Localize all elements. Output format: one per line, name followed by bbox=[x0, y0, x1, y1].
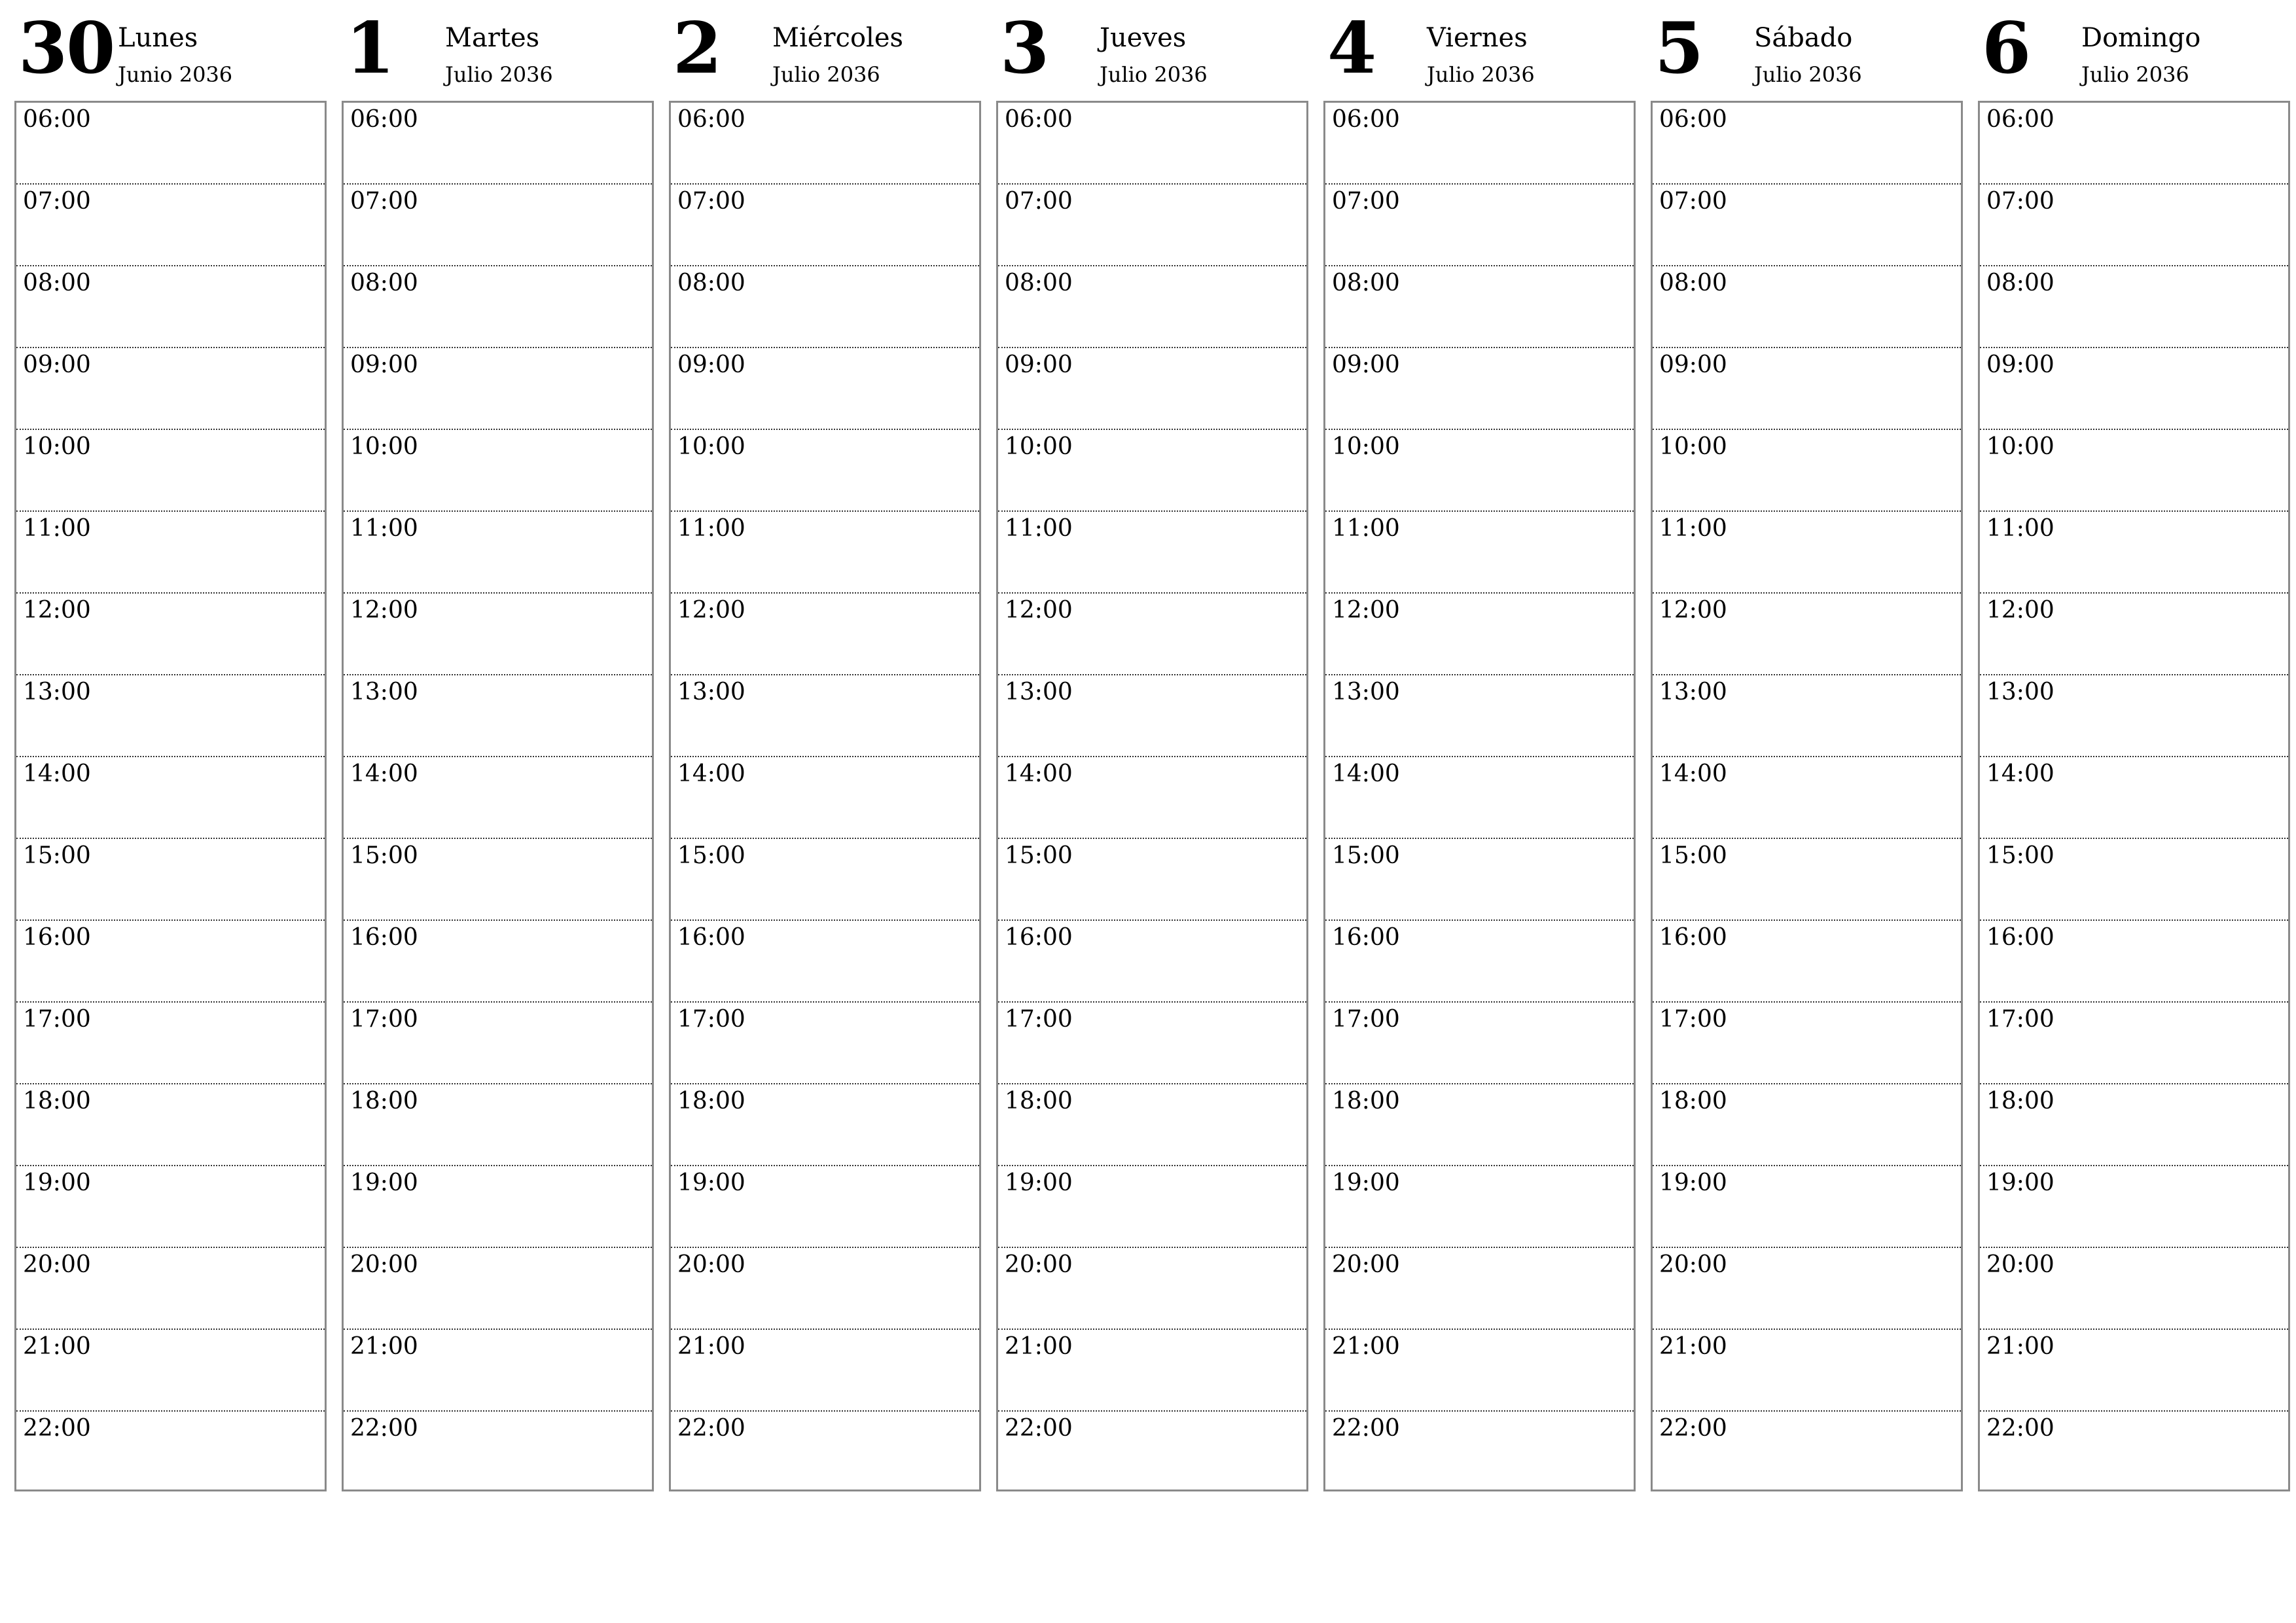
hour-slot[interactable] bbox=[998, 1166, 1306, 1248]
hour-label: 09:00 bbox=[350, 351, 418, 378]
day-month-year: Julio 2036 bbox=[445, 62, 553, 87]
day-column bbox=[1651, 0, 1963, 1491]
hour-label: 18:00 bbox=[1005, 1088, 1073, 1115]
hour-slot[interactable] bbox=[344, 1330, 652, 1412]
hour-slot[interactable] bbox=[344, 430, 652, 512]
hour-label: 15:00 bbox=[677, 842, 745, 869]
hour-label: 21:00 bbox=[1005, 1333, 1073, 1360]
hour-slot[interactable] bbox=[1980, 1248, 2288, 1330]
hour-slot[interactable] bbox=[16, 512, 325, 594]
hour-label: 22:00 bbox=[677, 1415, 745, 1442]
day-column bbox=[342, 0, 654, 1491]
day-number: 5 bbox=[1655, 7, 1703, 90]
day-name: Martes bbox=[445, 23, 540, 53]
hour-label: 16:00 bbox=[1332, 924, 1400, 951]
hour-label: 20:00 bbox=[23, 1251, 91, 1278]
day-name: Sábado bbox=[1754, 23, 1853, 53]
hour-slot[interactable] bbox=[671, 1248, 979, 1330]
hour-slot[interactable] bbox=[16, 430, 325, 512]
hour-label: 08:00 bbox=[677, 270, 745, 296]
hour-label: 15:00 bbox=[350, 842, 418, 869]
hour-label: 19:00 bbox=[23, 1169, 91, 1196]
hour-slot[interactable] bbox=[344, 1084, 652, 1166]
hour-slot[interactable] bbox=[1980, 348, 2288, 430]
day-name: Lunes bbox=[118, 23, 198, 53]
day-name: Miércoles bbox=[772, 23, 904, 53]
hour-slot[interactable] bbox=[344, 266, 652, 348]
hour-label: 17:00 bbox=[1332, 1006, 1400, 1033]
hour-slot[interactable] bbox=[671, 512, 979, 594]
hour-slot[interactable] bbox=[1653, 1084, 1961, 1166]
hour-label: 20:00 bbox=[1005, 1251, 1073, 1278]
hour-slot[interactable] bbox=[1653, 185, 1961, 266]
hour-slot[interactable] bbox=[998, 594, 1306, 675]
hour-label: 13:00 bbox=[1659, 679, 1727, 705]
hour-slot[interactable] bbox=[998, 757, 1306, 839]
hour-slot[interactable] bbox=[1980, 1330, 2288, 1412]
hour-slot[interactable] bbox=[1980, 757, 2288, 839]
hour-label: 21:00 bbox=[23, 1333, 91, 1360]
hour-label: 13:00 bbox=[1332, 679, 1400, 705]
hour-label: 16:00 bbox=[677, 924, 745, 951]
hour-slot[interactable] bbox=[1653, 430, 1961, 512]
day-name: Jueves bbox=[1100, 23, 1187, 53]
day-month-year: Julio 2036 bbox=[1427, 62, 1535, 87]
hour-label: 18:00 bbox=[350, 1088, 418, 1115]
hour-slot[interactable] bbox=[344, 839, 652, 921]
day-number: 30 bbox=[18, 7, 115, 90]
hour-label: 07:00 bbox=[1986, 188, 2054, 215]
hour-slot[interactable] bbox=[998, 430, 1306, 512]
hour-label: 13:00 bbox=[350, 679, 418, 705]
hour-slot[interactable] bbox=[1325, 1003, 1634, 1084]
hour-slot[interactable] bbox=[671, 675, 979, 757]
day-header bbox=[14, 0, 327, 101]
hour-label: 21:00 bbox=[1332, 1333, 1400, 1360]
day-month-year: Julio 2036 bbox=[1754, 62, 1862, 87]
hour-slot[interactable] bbox=[998, 185, 1306, 266]
day-number: 3 bbox=[1000, 7, 1049, 90]
hour-label: 07:00 bbox=[1332, 188, 1400, 215]
hour-slot[interactable] bbox=[1325, 1330, 1634, 1412]
hour-slot[interactable] bbox=[998, 1412, 1306, 1489]
hour-slot[interactable] bbox=[344, 1248, 652, 1330]
hour-label: 08:00 bbox=[1986, 270, 2054, 296]
hour-label: 17:00 bbox=[1986, 1006, 2054, 1033]
hour-label: 08:00 bbox=[1005, 270, 1073, 296]
hour-label: 06:00 bbox=[1986, 106, 2054, 133]
hour-slot[interactable] bbox=[344, 103, 652, 185]
hour-label: 12:00 bbox=[1659, 597, 1727, 624]
hour-label: 19:00 bbox=[1986, 1169, 2054, 1196]
hour-slot[interactable] bbox=[671, 594, 979, 675]
hour-slot[interactable] bbox=[1980, 185, 2288, 266]
hour-label: 22:00 bbox=[23, 1415, 91, 1442]
hour-label: 20:00 bbox=[1332, 1251, 1400, 1278]
hour-slot[interactable] bbox=[16, 921, 325, 1003]
hour-slot[interactable] bbox=[671, 348, 979, 430]
day-number: 4 bbox=[1327, 7, 1376, 90]
hour-label: 20:00 bbox=[350, 1251, 418, 1278]
hour-slot[interactable] bbox=[1325, 1248, 1634, 1330]
hour-slot[interactable] bbox=[1980, 103, 2288, 185]
hour-slot[interactable] bbox=[998, 1003, 1306, 1084]
hour-slot[interactable] bbox=[16, 675, 325, 757]
day-header bbox=[342, 0, 654, 101]
hour-label: 09:00 bbox=[1659, 351, 1727, 378]
hour-label: 08:00 bbox=[23, 270, 91, 296]
hour-slot[interactable] bbox=[344, 512, 652, 594]
hour-label: 06:00 bbox=[1332, 106, 1400, 133]
day-number: 6 bbox=[1982, 7, 2030, 90]
hour-label: 09:00 bbox=[677, 351, 745, 378]
day-header bbox=[1651, 0, 1963, 101]
hours-box bbox=[14, 101, 327, 1491]
hour-slot[interactable] bbox=[16, 1084, 325, 1166]
hour-label: 12:00 bbox=[1332, 597, 1400, 624]
hour-slot[interactable] bbox=[671, 1084, 979, 1166]
hour-slot[interactable] bbox=[1325, 757, 1634, 839]
hour-label: 14:00 bbox=[1986, 760, 2054, 787]
hour-slot[interactable] bbox=[998, 512, 1306, 594]
hour-slot[interactable] bbox=[1653, 103, 1961, 185]
hour-label: 11:00 bbox=[677, 515, 745, 542]
hour-label: 09:00 bbox=[1986, 351, 2054, 378]
hour-label: 07:00 bbox=[677, 188, 745, 215]
hour-label: 16:00 bbox=[1986, 924, 2054, 951]
hour-slot[interactable] bbox=[1325, 1084, 1634, 1166]
hour-slot[interactable] bbox=[1325, 430, 1634, 512]
hour-slot[interactable] bbox=[1325, 348, 1634, 430]
hour-label: 18:00 bbox=[1332, 1088, 1400, 1115]
hour-slot[interactable] bbox=[1325, 1412, 1634, 1489]
hour-label: 13:00 bbox=[23, 679, 91, 705]
hour-slot[interactable] bbox=[1980, 1412, 2288, 1489]
hour-label: 06:00 bbox=[350, 106, 418, 133]
hour-label: 21:00 bbox=[677, 1333, 745, 1360]
hour-slot[interactable] bbox=[1980, 594, 2288, 675]
day-header bbox=[669, 0, 981, 101]
hours-box bbox=[996, 101, 1308, 1491]
hour-slot[interactable] bbox=[344, 1166, 652, 1248]
hour-label: 22:00 bbox=[1986, 1415, 2054, 1442]
hour-label: 07:00 bbox=[350, 188, 418, 215]
hour-label: 17:00 bbox=[1659, 1006, 1727, 1033]
hour-slot[interactable] bbox=[671, 185, 979, 266]
hour-label: 11:00 bbox=[1005, 515, 1073, 542]
hour-slot[interactable] bbox=[998, 839, 1306, 921]
hour-label: 06:00 bbox=[1005, 106, 1073, 133]
hour-slot[interactable] bbox=[1325, 512, 1634, 594]
hour-label: 12:00 bbox=[350, 597, 418, 624]
hour-label: 20:00 bbox=[1986, 1251, 2054, 1278]
hour-label: 14:00 bbox=[1332, 760, 1400, 787]
hours-box bbox=[1978, 101, 2290, 1491]
hour-slot[interactable] bbox=[1653, 1330, 1961, 1412]
hour-label: 07:00 bbox=[23, 188, 91, 215]
hour-label: 19:00 bbox=[350, 1169, 418, 1196]
hour-slot[interactable] bbox=[344, 675, 652, 757]
hour-label: 10:00 bbox=[1005, 433, 1073, 460]
hour-slot[interactable] bbox=[16, 266, 325, 348]
hour-slot[interactable] bbox=[1325, 594, 1634, 675]
hour-label: 17:00 bbox=[1005, 1006, 1073, 1033]
hour-label: 08:00 bbox=[1659, 270, 1727, 296]
hour-label: 19:00 bbox=[1659, 1169, 1727, 1196]
hour-slot[interactable] bbox=[998, 266, 1306, 348]
hour-label: 18:00 bbox=[677, 1088, 745, 1115]
hour-label: 09:00 bbox=[23, 351, 91, 378]
hour-label: 13:00 bbox=[677, 679, 745, 705]
hour-label: 18:00 bbox=[23, 1088, 91, 1115]
day-column bbox=[996, 0, 1308, 1491]
hour-label: 11:00 bbox=[1659, 515, 1727, 542]
hour-label: 08:00 bbox=[1332, 270, 1400, 296]
hour-label: 11:00 bbox=[23, 515, 91, 542]
hour-label: 21:00 bbox=[1659, 1333, 1727, 1360]
hour-label: 13:00 bbox=[1005, 679, 1073, 705]
hour-slot[interactable] bbox=[1325, 266, 1634, 348]
hour-label: 15:00 bbox=[23, 842, 91, 869]
hour-slot[interactable] bbox=[998, 348, 1306, 430]
hour-slot[interactable] bbox=[1325, 1166, 1634, 1248]
hour-slot[interactable] bbox=[671, 266, 979, 348]
hour-label: 16:00 bbox=[1659, 924, 1727, 951]
hour-label: 17:00 bbox=[677, 1006, 745, 1033]
hour-label: 10:00 bbox=[1332, 433, 1400, 460]
hour-slot[interactable] bbox=[998, 921, 1306, 1003]
day-header bbox=[1323, 0, 1636, 101]
hour-slot[interactable] bbox=[1653, 1003, 1961, 1084]
hour-slot[interactable] bbox=[1653, 1412, 1961, 1489]
hour-label: 10:00 bbox=[1986, 433, 2054, 460]
hours-box bbox=[1323, 101, 1636, 1491]
hour-label: 16:00 bbox=[23, 924, 91, 951]
day-name: Viernes bbox=[1427, 23, 1528, 53]
hour-slot[interactable] bbox=[344, 921, 652, 1003]
hour-label: 20:00 bbox=[677, 1251, 745, 1278]
hour-slot[interactable] bbox=[671, 1003, 979, 1084]
hour-label: 14:00 bbox=[1005, 760, 1073, 787]
hour-slot[interactable] bbox=[998, 1330, 1306, 1412]
hours-box bbox=[669, 101, 981, 1491]
weekly-planner bbox=[14, 0, 2290, 1491]
hour-slot[interactable] bbox=[1980, 921, 2288, 1003]
hour-label: 12:00 bbox=[23, 597, 91, 624]
hour-label: 06:00 bbox=[23, 106, 91, 133]
hour-label: 11:00 bbox=[1332, 515, 1400, 542]
hour-label: 21:00 bbox=[350, 1333, 418, 1360]
hour-slot[interactable] bbox=[998, 103, 1306, 185]
hour-slot[interactable] bbox=[344, 1412, 652, 1489]
hour-slot[interactable] bbox=[1325, 921, 1634, 1003]
hour-slot[interactable] bbox=[1653, 675, 1961, 757]
hour-label: 15:00 bbox=[1332, 842, 1400, 869]
hour-slot[interactable] bbox=[344, 1003, 652, 1084]
day-column bbox=[1323, 0, 1636, 1491]
hour-label: 10:00 bbox=[1659, 433, 1727, 460]
hour-slot[interactable] bbox=[1653, 1166, 1961, 1248]
hour-label: 09:00 bbox=[1332, 351, 1400, 378]
day-month-year: Junio 2036 bbox=[118, 62, 233, 87]
hour-slot[interactable] bbox=[1653, 1248, 1961, 1330]
hour-slot[interactable] bbox=[16, 185, 325, 266]
hour-label: 22:00 bbox=[1659, 1415, 1727, 1442]
hour-label: 16:00 bbox=[1005, 924, 1073, 951]
hour-label: 09:00 bbox=[1005, 351, 1073, 378]
hour-slot[interactable] bbox=[1980, 512, 2288, 594]
day-column bbox=[1978, 0, 2290, 1491]
hour-slot[interactable] bbox=[16, 594, 325, 675]
hour-slot[interactable] bbox=[671, 430, 979, 512]
hour-label: 10:00 bbox=[677, 433, 745, 460]
hour-slot[interactable] bbox=[1980, 1166, 2288, 1248]
hour-label: 19:00 bbox=[1005, 1169, 1073, 1196]
hour-label: 13:00 bbox=[1986, 679, 2054, 705]
hour-slot[interactable] bbox=[671, 1166, 979, 1248]
hour-label: 07:00 bbox=[1659, 188, 1727, 215]
hour-slot[interactable] bbox=[671, 1412, 979, 1489]
hour-label: 16:00 bbox=[350, 924, 418, 951]
hour-label: 15:00 bbox=[1005, 842, 1073, 869]
hour-slot[interactable] bbox=[16, 1248, 325, 1330]
hour-label: 21:00 bbox=[1986, 1333, 2054, 1360]
hour-slot[interactable] bbox=[16, 103, 325, 185]
hour-slot[interactable] bbox=[1980, 1084, 2288, 1166]
hour-label: 17:00 bbox=[23, 1006, 91, 1033]
hour-slot[interactable] bbox=[16, 1003, 325, 1084]
hour-slot[interactable] bbox=[1653, 757, 1961, 839]
hour-slot[interactable] bbox=[671, 757, 979, 839]
hour-slot[interactable] bbox=[1653, 266, 1961, 348]
hour-label: 19:00 bbox=[1332, 1169, 1400, 1196]
day-month-year: Julio 2036 bbox=[772, 62, 880, 87]
hours-box bbox=[342, 101, 654, 1491]
hour-label: 06:00 bbox=[677, 106, 745, 133]
day-name: Domingo bbox=[2081, 23, 2201, 53]
day-column bbox=[14, 0, 327, 1491]
hour-slot[interactable] bbox=[1980, 675, 2288, 757]
hour-slot[interactable] bbox=[16, 1412, 325, 1489]
hour-label: 15:00 bbox=[1659, 842, 1727, 869]
hour-slot[interactable] bbox=[344, 757, 652, 839]
day-number: 1 bbox=[346, 7, 394, 90]
hour-label: 06:00 bbox=[1659, 106, 1727, 133]
hour-label: 11:00 bbox=[1986, 515, 2054, 542]
hour-label: 15:00 bbox=[1986, 842, 2054, 869]
hour-label: 14:00 bbox=[1659, 760, 1727, 787]
hour-slot[interactable] bbox=[344, 594, 652, 675]
hour-slot[interactable] bbox=[671, 1330, 979, 1412]
day-header bbox=[996, 0, 1308, 101]
hours-box bbox=[1651, 101, 1963, 1491]
hour-slot[interactable] bbox=[1325, 185, 1634, 266]
hour-slot[interactable] bbox=[1980, 430, 2288, 512]
hour-slot[interactable] bbox=[998, 1084, 1306, 1166]
hour-slot[interactable] bbox=[1653, 839, 1961, 921]
day-column bbox=[669, 0, 981, 1491]
hour-slot[interactable] bbox=[671, 103, 979, 185]
hour-label: 12:00 bbox=[1986, 597, 2054, 624]
hour-slot[interactable] bbox=[1325, 839, 1634, 921]
hour-label: 22:00 bbox=[1005, 1415, 1073, 1442]
day-month-year: Julio 2036 bbox=[1100, 62, 1208, 87]
hour-label: 11:00 bbox=[350, 515, 418, 542]
hour-slot[interactable] bbox=[1653, 594, 1961, 675]
hour-slot[interactable] bbox=[671, 921, 979, 1003]
hour-slot[interactable] bbox=[1980, 266, 2288, 348]
hour-slot[interactable] bbox=[1325, 103, 1634, 185]
day-number: 2 bbox=[673, 7, 721, 90]
hour-slot[interactable] bbox=[1653, 512, 1961, 594]
hour-label: 14:00 bbox=[23, 760, 91, 787]
hour-slot[interactable] bbox=[1653, 921, 1961, 1003]
hour-label: 20:00 bbox=[1659, 1251, 1727, 1278]
hour-label: 22:00 bbox=[350, 1415, 418, 1442]
hour-label: 14:00 bbox=[350, 760, 418, 787]
hour-slot[interactable] bbox=[16, 839, 325, 921]
hour-slot[interactable] bbox=[1980, 839, 2288, 921]
hour-slot[interactable] bbox=[16, 1330, 325, 1412]
hour-label: 08:00 bbox=[350, 270, 418, 296]
hour-label: 14:00 bbox=[677, 760, 745, 787]
hour-label: 12:00 bbox=[1005, 597, 1073, 624]
hour-label: 18:00 bbox=[1986, 1088, 2054, 1115]
hour-slot[interactable] bbox=[1325, 675, 1634, 757]
hour-label: 12:00 bbox=[677, 597, 745, 624]
hour-label: 17:00 bbox=[350, 1006, 418, 1033]
hour-slot[interactable] bbox=[16, 757, 325, 839]
hour-slot[interactable] bbox=[16, 1166, 325, 1248]
hour-label: 07:00 bbox=[1005, 188, 1073, 215]
hour-slot[interactable] bbox=[1980, 1003, 2288, 1084]
hour-slot[interactable] bbox=[998, 675, 1306, 757]
hour-label: 10:00 bbox=[23, 433, 91, 460]
hour-slot[interactable] bbox=[344, 185, 652, 266]
hour-label: 19:00 bbox=[677, 1169, 745, 1196]
hour-label: 22:00 bbox=[1332, 1415, 1400, 1442]
hour-slot[interactable] bbox=[16, 348, 325, 430]
day-month-year: Julio 2036 bbox=[2081, 62, 2189, 87]
day-header bbox=[1978, 0, 2290, 101]
hour-slot[interactable] bbox=[998, 1248, 1306, 1330]
hour-slot[interactable] bbox=[671, 839, 979, 921]
hour-label: 18:00 bbox=[1659, 1088, 1727, 1115]
hour-slot[interactable] bbox=[344, 348, 652, 430]
hour-label: 10:00 bbox=[350, 433, 418, 460]
hour-slot[interactable] bbox=[1653, 348, 1961, 430]
